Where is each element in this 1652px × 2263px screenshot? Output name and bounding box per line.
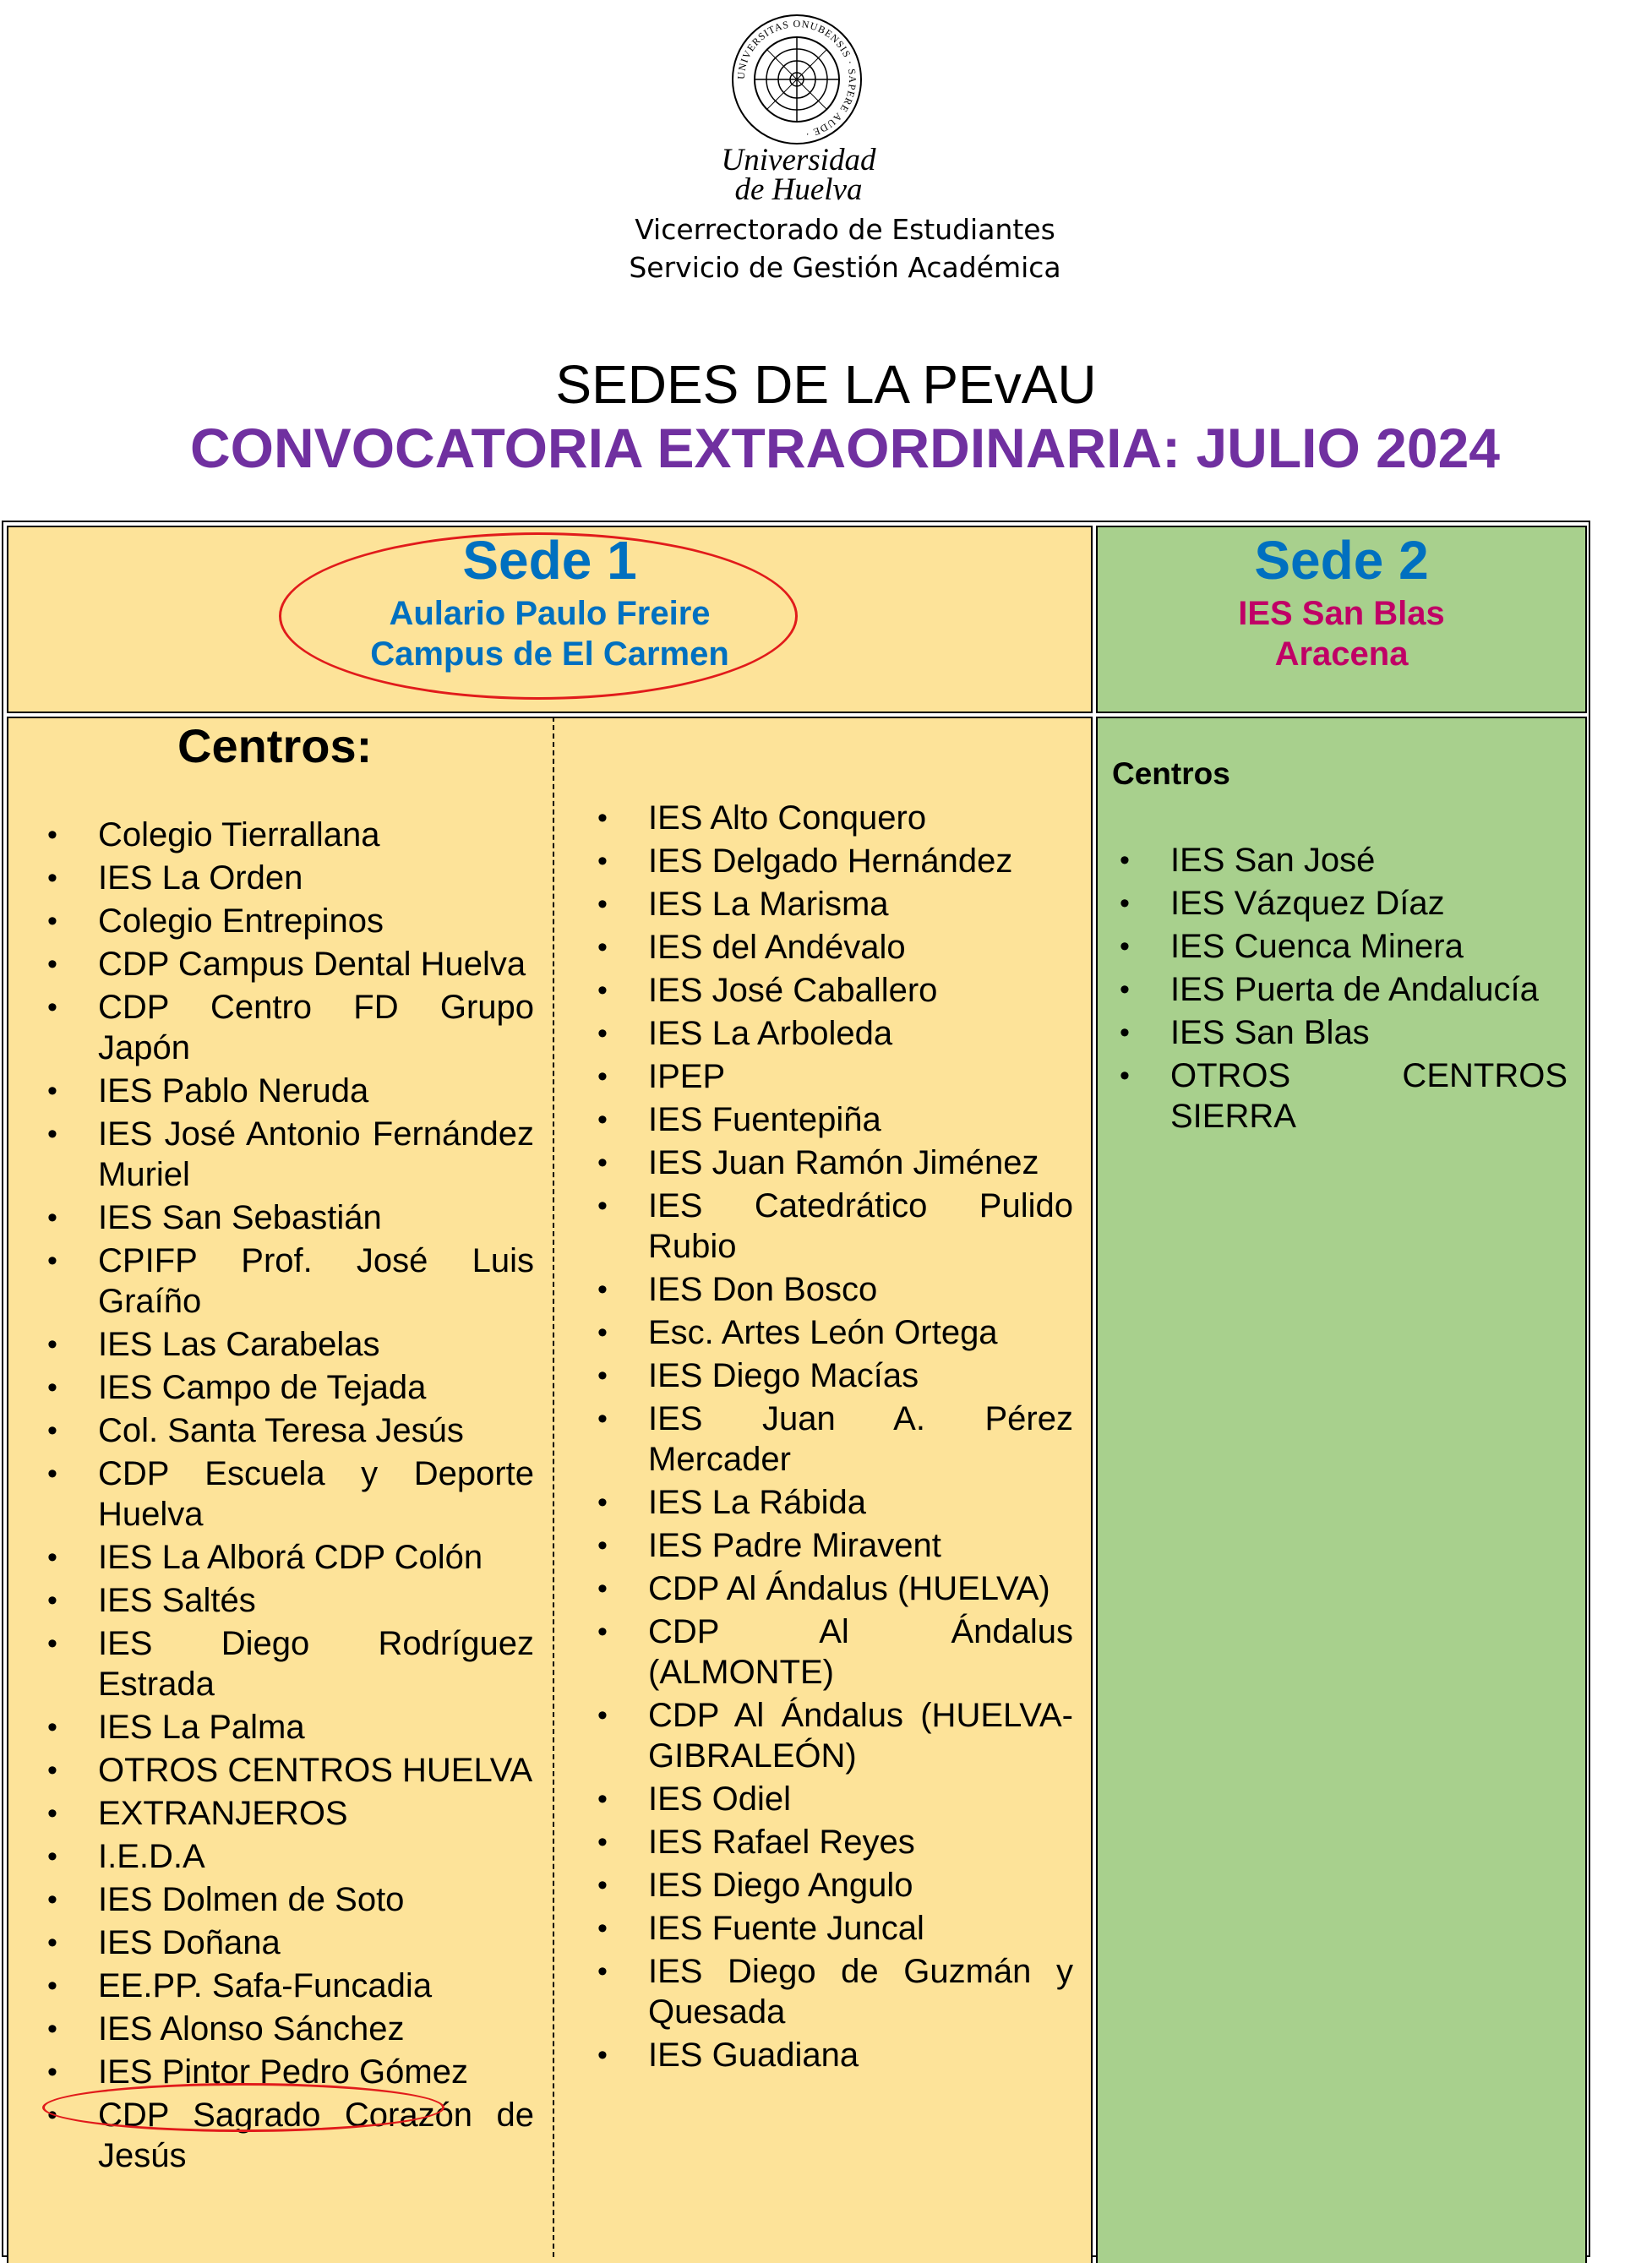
university-name <box>693 143 904 207</box>
list-item-text: IES Don Bosco <box>648 1271 878 1308</box>
list-item-text: CDP Al Ándalus (HUELVA-GIBRALEÓN) <box>648 1697 1073 1775</box>
list-item <box>648 1482 1073 1523</box>
list-item-text: IES Fuente Juncal <box>648 1910 924 1947</box>
list-item <box>648 2035 1073 2075</box>
list-item-text: IES Fuentepiña <box>648 1101 881 1138</box>
list-item <box>98 1537 534 1578</box>
department-line2: Servicio de Gestión Académica <box>629 251 1061 284</box>
list-item <box>1170 840 1567 881</box>
list-item-text: IES Juan A. Pérez Mercader <box>648 1400 1073 1478</box>
list-item <box>648 927 1073 968</box>
list-item <box>98 1410 534 1451</box>
list-item-text: Colegio Tierrallana <box>98 816 380 853</box>
list-item <box>98 1071 534 1111</box>
list-item <box>648 1908 1073 1949</box>
list-item <box>648 1951 1073 2032</box>
list-item <box>98 1922 534 1963</box>
list-item-text: CDP Al Ándalus (ALMONTE) <box>648 1613 1073 1691</box>
list-item <box>648 1611 1073 1693</box>
list-item-text: CDP Al Ándalus (HUELVA) <box>648 1570 1050 1607</box>
list-item-text: CDP Campus Dental Huelva <box>98 946 526 983</box>
list-item-text: IES Alto Conquero <box>648 799 927 837</box>
list-item-text: Colegio Entrepinos <box>98 902 384 940</box>
sede1-centros-label: Centros: <box>177 719 373 772</box>
list-item-text: CDP Centro FD Grupo Japón <box>98 989 534 1066</box>
list-item-text: IES Puerta de Andalucía <box>1170 971 1539 1008</box>
university-seal <box>729 12 864 147</box>
highlight-ellipse-sede1 <box>279 532 798 700</box>
list-item-text: IPEP <box>648 1058 726 1095</box>
list-item-text: IES Pablo Neruda <box>98 1072 369 1110</box>
list-item-text: EE.PP. Safa-Funcadia <box>98 1967 433 2004</box>
list-item <box>648 1695 1073 1776</box>
list-item-text: IES La Alborá CDP Colón <box>98 1539 483 1576</box>
list-item <box>1170 1012 1567 1053</box>
sede1-centros-list-1 <box>98 815 534 2178</box>
list-item-text: IES Cuenca Minera <box>1170 928 1464 965</box>
list-item-text: IES Saltés <box>98 1582 256 1619</box>
page-title: SEDES DE LA PEvAU <box>555 354 1097 415</box>
list-item <box>98 815 534 855</box>
list-item-text: IES Rafael Reyes <box>648 1824 915 1861</box>
list-item-text: IES San Blas <box>1170 1014 1370 1051</box>
list-item-text: IES La Marisma <box>648 886 889 923</box>
list-item-text: IES Alonso Sánchez <box>98 2010 405 2048</box>
list-item-text: Col. Santa Teresa Jesús <box>98 1412 464 1449</box>
list-item-text: IES Diego Macías <box>648 1357 919 1394</box>
list-item-text: IES Juan Ramón Jiménez <box>648 1144 1039 1181</box>
list-item <box>98 901 534 941</box>
sede1-centros-list-2 <box>648 798 1073 2078</box>
list-item-text: IES Doñana <box>98 1924 281 1961</box>
list-item-text: IES Diego de Guzmán y Quesada <box>648 1953 1073 2031</box>
list-item-text: IES Diego Angulo <box>648 1867 913 1904</box>
list-item-text: Esc. Artes León Ortega <box>648 1314 998 1351</box>
list-item-text: IES Pintor Pedro Gómez <box>98 2053 468 2091</box>
sede2-centros-list <box>1170 840 1567 1139</box>
department-line1: Vicerrectorado de Estudiantes <box>635 213 1055 246</box>
sede2-centros-label: Centros <box>1112 756 1230 791</box>
list-item <box>648 884 1073 924</box>
list-item-text: IES Campo de Tejada <box>98 1369 427 1406</box>
list-item <box>98 987 534 1068</box>
list-item <box>98 1580 534 1621</box>
page-subtitle: CONVOCATORIA EXTRAORDINARIA: JULIO 2024 <box>190 417 1500 479</box>
list-item-text: CPIFP Prof. José Luis Graíño <box>98 1242 534 1320</box>
list-item <box>1170 926 1567 967</box>
sede2-place-line2: Aracena <box>1274 635 1409 673</box>
list-item <box>648 1355 1073 1396</box>
list-item <box>648 970 1073 1011</box>
list-item <box>648 1399 1073 1480</box>
list-item <box>648 841 1073 881</box>
list-item <box>648 1822 1073 1862</box>
list-item-text: CDP Sagrado Corazón de Jesús <box>98 2097 534 2174</box>
sede2-title: Sede 2 <box>1254 530 1429 591</box>
list-item-text: IES José Antonio Fernández Muriel <box>98 1115 534 1193</box>
highlight-ellipse-alonso-sanchez <box>42 2083 444 2132</box>
list-item <box>648 1013 1073 1054</box>
column-divider <box>553 717 554 2257</box>
list-item <box>648 798 1073 838</box>
list-item-text: OTROS CENTROS HUELVA <box>98 1752 533 1789</box>
list-item <box>98 1966 534 2006</box>
list-item <box>648 1312 1073 1353</box>
list-item-text: IES Diego Rodríguez Estrada <box>98 1625 534 1703</box>
list-item-text: IES Guadiana <box>648 2037 859 2074</box>
list-item-text: IES del Andévalo <box>648 929 906 966</box>
list-item <box>98 1879 534 1920</box>
list-item <box>648 1568 1073 1609</box>
list-item-text: IES Delgado Hernández <box>648 842 1013 880</box>
list-item <box>648 1099 1073 1140</box>
list-item <box>98 1836 534 1877</box>
list-item <box>648 1779 1073 1819</box>
list-item <box>1170 883 1567 924</box>
list-item <box>98 1707 534 1748</box>
list-item-text: IES Dolmen de Soto <box>98 1881 405 1918</box>
list-item-text: IES La Palma <box>98 1709 305 1746</box>
list-item <box>98 1324 534 1365</box>
sede2-header-cell <box>1096 526 1587 713</box>
list-item <box>648 1865 1073 1906</box>
list-item <box>98 1750 534 1791</box>
list-item <box>1170 969 1567 1010</box>
list-item-text: I.E.D.A <box>98 1838 205 1875</box>
list-item-text: EXTRANJEROS <box>98 1795 348 1832</box>
list-item <box>648 1142 1073 1183</box>
list-item-text: IES La Orden <box>98 859 303 897</box>
list-item <box>98 1623 534 1704</box>
list-item-text: CDP Escuela y Deporte Huelva <box>98 1455 534 1533</box>
sede1-place-line2: Campus de El Carmen <box>370 635 729 673</box>
list-item-text: IES San José <box>1170 842 1376 879</box>
list-item <box>648 1186 1073 1267</box>
list-item <box>648 1269 1073 1310</box>
list-item <box>98 1367 534 1408</box>
list-item <box>98 1241 534 1322</box>
list-item <box>98 944 534 984</box>
list-item <box>648 1056 1073 1097</box>
list-item <box>98 858 534 898</box>
list-item <box>648 1525 1073 1566</box>
list-item-text: IES San Sebastián <box>98 1199 382 1236</box>
sede1-place-line1: Aulario Paulo Freire <box>389 595 711 632</box>
sede1-title: Sede 1 <box>462 530 637 591</box>
university-name-line1: Universidad <box>721 143 876 177</box>
list-item <box>98 1197 534 1238</box>
list-item <box>98 1793 534 1834</box>
list-item-text: IES Padre Miravent <box>648 1527 941 1564</box>
seal-text: UNIVERSITAS ONUBENSIS · SAPERE AUDE · <box>734 17 859 141</box>
list-item <box>98 1453 534 1535</box>
list-item-text: IES Las Carabelas <box>98 1326 380 1363</box>
sede2-place-line1: IES San Blas <box>1238 595 1445 632</box>
list-item-text: IES La Arboleda <box>648 1015 893 1052</box>
list-item-text: IES Odiel <box>648 1780 791 1818</box>
list-item-text: IES Vázquez Díaz <box>1170 885 1445 922</box>
list-item-text: IES La Rábida <box>648 1484 866 1521</box>
list-item-text: IES José Caballero <box>648 972 938 1009</box>
university-name-line2: de Huelva <box>734 172 863 207</box>
list-item <box>98 2009 534 2049</box>
list-item <box>1170 1055 1567 1137</box>
list-item-text: OTROS CENTROS SIERRA <box>1170 1057 1567 1135</box>
list-item <box>98 1114 534 1195</box>
list-item-text: IES Catedrático Pulido Rubio <box>648 1187 1073 1265</box>
